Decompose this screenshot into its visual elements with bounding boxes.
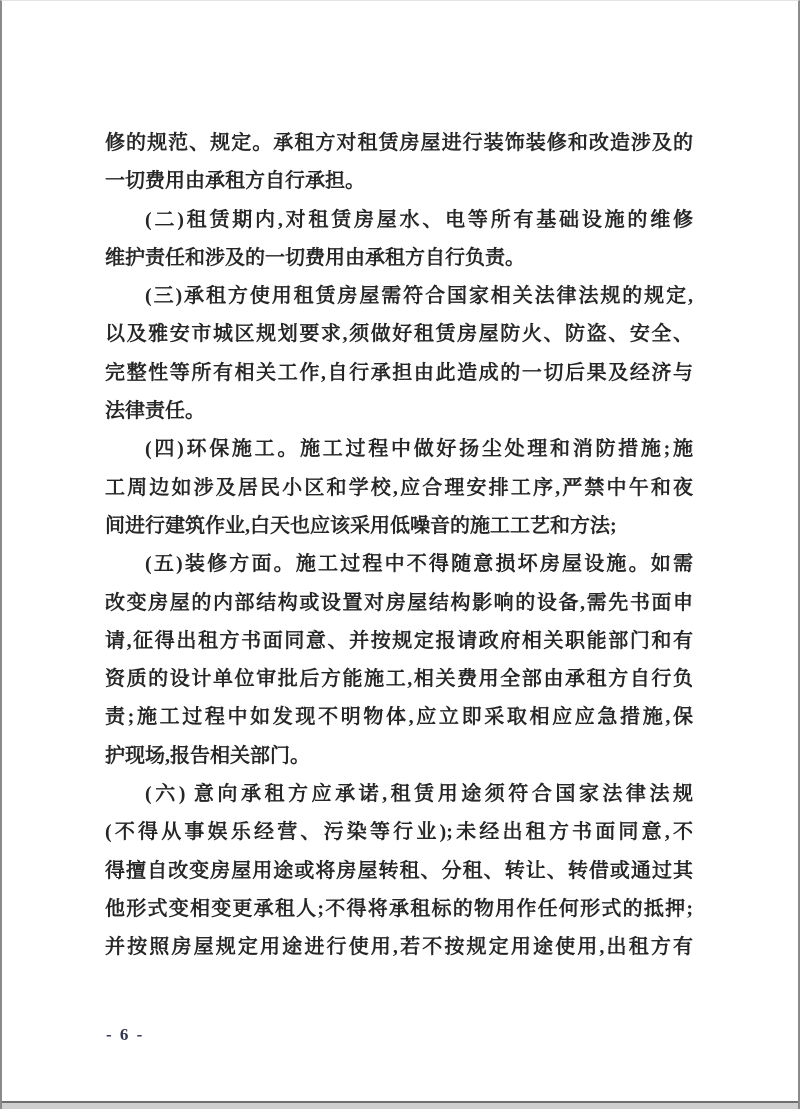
text-line: 责;施工过程中如发现不明物体,应立即采取相应应急措施,保 — [105, 706, 693, 729]
text-line: 一切费用由承租方自行承担。 — [105, 170, 365, 193]
text-line: 改变房屋的内部结构或设置对房屋结构影响的设备,需先书面申 — [105, 591, 693, 614]
text-line: (五)装修方面。施工过程中不得随意损坏房屋设施。如需 — [145, 553, 693, 576]
text-line: 间进行建筑作业,白天也应该采用低噪音的施工工艺和方法; — [105, 514, 617, 537]
text-line: 并按照房屋规定用途进行使用,若不按规定用途使用,出租方有 — [105, 936, 693, 959]
text-line: 护现场,报告相关部门。 — [105, 744, 310, 767]
text-line: (四)环保施工。施工过程中做好扬尘处理和消防措施;施 — [145, 438, 693, 461]
text-line: 修的规范、规定。承租方对租赁房屋进行装饰装修和改造涉及的 — [105, 132, 693, 154]
text-line: 维护责任和涉及的一切费用由承租方自行负责。 — [105, 246, 525, 269]
text-line: (三)承租方使用租赁房屋需符合国家相关法律法规的规定, — [145, 285, 693, 308]
text-line: 法律责任。 — [105, 400, 205, 423]
text-line: 以及雅安市城区规划要求,须做好租赁房屋防火、防盗、安全、 — [105, 323, 693, 346]
text-line: 请,征得出租方书面同意、并按规定报请政府相关职能部门和有 — [105, 629, 693, 652]
text-line: 得擅自改变房屋用途或将房屋转租、分租、转让、转借或通过其 — [105, 859, 693, 882]
text-line: (六) 意向承租方应承诺,租赁用途须符合国家法律法规 — [145, 783, 693, 806]
text-line: 资质的设计单位审批后方能施工,相关费用全部由承租方自行负 — [105, 668, 693, 691]
page-number: - 6 - — [106, 1025, 145, 1044]
text-line: 完整性等所有相关工作,自行承担由此造成的一切后果及经济与 — [105, 361, 693, 384]
text-line: (二)租赁期内,对租赁房屋水、电等所有基础设施的维修 — [145, 208, 693, 231]
text-line: 工周边如涉及居民小区和学校,应合理安排工序,严禁中午和夜 — [105, 476, 693, 499]
contract-text-block — [105, 124, 693, 967]
text-line: 他形式变相变更承租人;不得将承租标的物用作任何形式的抵押; — [105, 897, 693, 920]
text-line: (不得从事娱乐经营、污染等行业);未经出租方书面同意,不 — [105, 821, 693, 844]
page-bottom-edge — [2, 1101, 798, 1109]
